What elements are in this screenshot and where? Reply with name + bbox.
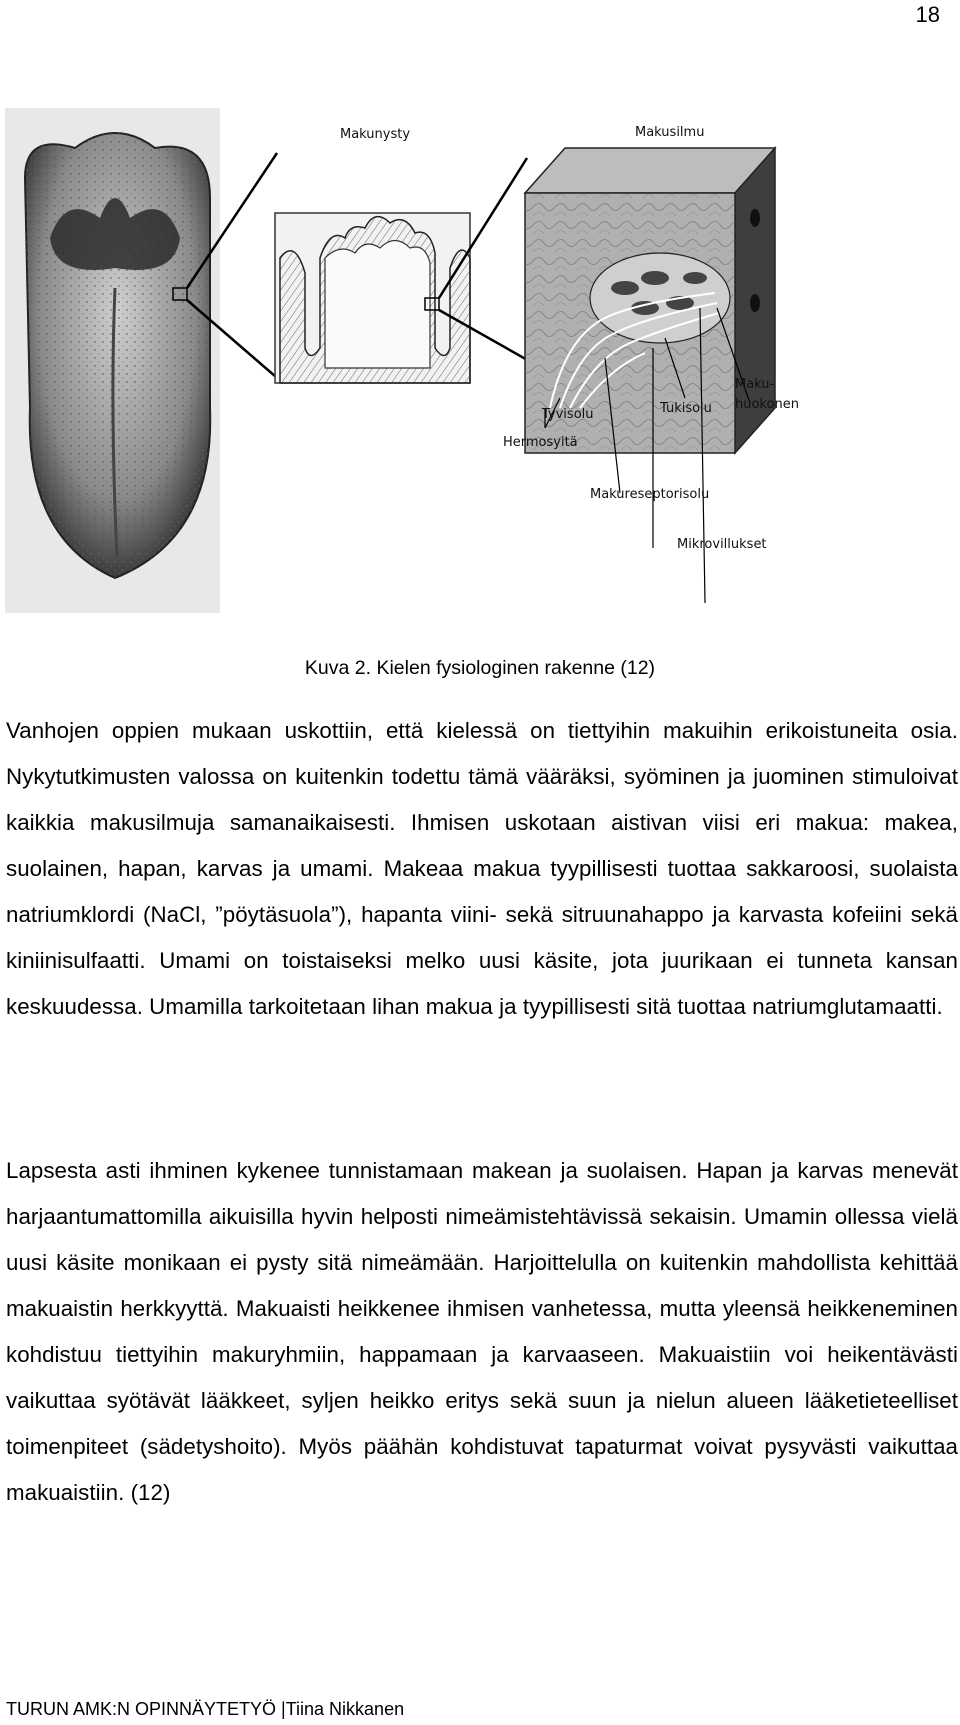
label-hermosyita: Hermosyitä: [503, 435, 578, 450]
tongue-drawing: [5, 108, 220, 613]
page-number: 18: [915, 2, 940, 27]
papilla-drawing: [275, 213, 470, 383]
body-paragraph-2: Lapsesta asti ihminen kykenee tunnistamaan makean ja suolaisen. Hapan ja karvas menevät harjaantumattomilla aikuisilla hyvin helposti nimeämistehtävissä sekaisin. Umamin ollessa vielä uusi käsite monikaan ei pysty sitä nimeämään. Harjoittelulla on kuitenkin mahdollista kehittää makuaistin herkkyyttä. Makuaisti heikkenee ihmisen vanhetessa, mutta yleensä heikkeneminen kohdistuu tiettyihin makuryhmiin, happamaan ja karvaaseen. Makuaistiin voi heikentävästi vaikuttaa syötävät lääkkeet, syljen heikko eritys sekä suun ja nielun alueen lääketieteelliset toimenpiteet (sädetyshoito). Myös päähän kohdistuvat tapaturmat voivat pysyvästi vaikuttaa makuaistiin. (12): [6, 1158, 958, 1505]
label-makunysty: Makunysty: [340, 127, 411, 142]
label-tukisolu: Tukisolu: [660, 401, 712, 416]
label-mikrovillukset: Mikrovillukset: [677, 537, 767, 552]
label-tyvisolu: Tyvisolu: [542, 407, 594, 422]
label-makureseptorisolu: Makureseptorisolu: [590, 487, 710, 502]
tongue-anatomy-figure: [5, 108, 855, 618]
body-paragraph-1: Vanhojen oppien mukaan uskottiin, että kielessä on tiettyihin makuihin erikoistuneita osia. Nykytutkimusten valossa on kuitenkin todettu tämä vääräksi, syöminen ja juominen stimuloivat kaikkia makusilmuja samanaikaisesti. Ihmisen uskotaan aistivan viisi eri makua: makea, suolainen, hapan, karvas ja umami. Makeaa makua tyypillisesti tuottaa sakkaroosi, suolaista natriumklordi (NaCl, ”pöytäsuola”), hapanta viini- sekä sitruunahappo ja karvasta kofeiini sekä kiniinisulfaatti. Umami on toistaiseksi melko uusi käsite, jota juurikaan ei tunneta kansan keskuudessa. Umamilla tarkoitetaan lihan makua ja tyypillisesti sitä tuottaa natriumglutamaatti.: [6, 718, 958, 1019]
page-footer: TURUN AMK:N OPINNÄYTETYÖ |Tiina Nikkanen: [6, 1699, 405, 1719]
label-makusilmu: Makusilmu: [635, 125, 705, 140]
tongue-anatomy-illustration: [5, 108, 855, 618]
label-maku-huokonen-1: Maku-: [735, 377, 775, 392]
figure-caption: Kuva 2. Kielen fysiologinen rakenne (12): [304, 657, 656, 679]
label-maku-huokonen-2: huokonen: [735, 397, 799, 412]
